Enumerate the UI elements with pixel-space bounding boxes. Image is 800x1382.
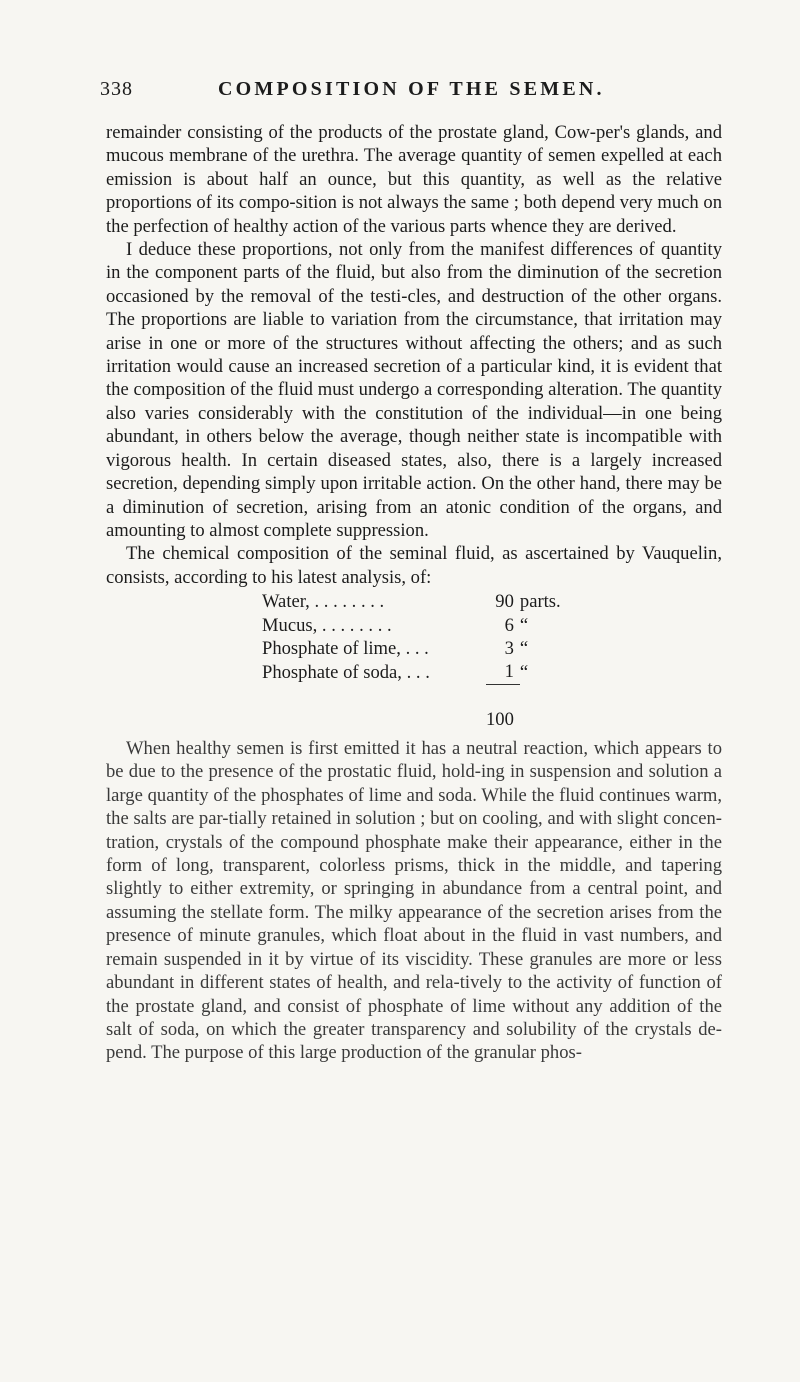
paragraph-continued: remainder consisting of the products of the prostate gland, Cow-per's glands, and mucous membrane of the urethra. The average quantity of semen expelled at each emission is about half an ounce, but this quantity, as well as the relative proportions of its compo-sition is not always the same ; both depend very much on the perfection of healthy action of the various parts whence they are derived. <box>106 122 722 237</box>
table-row <box>262 590 561 613</box>
component-unit: “ <box>519 614 529 636</box>
page-number: 338 <box>100 78 133 100</box>
total-rule <box>486 684 520 707</box>
composition-table <box>262 590 561 731</box>
table-row <box>262 614 561 637</box>
table-total-row <box>262 708 561 731</box>
component-name: Mucus, . . . . . . . . <box>262 614 392 636</box>
running-head: COMPOSITION OF THE SEMEN. <box>218 78 605 100</box>
body-text <box>106 121 722 1065</box>
component-amount: 3 <box>504 637 514 659</box>
paragraph-proportions: I deduce these proportions, not only from the manifest differences of quantity in the component parts of the fluid, but also from the diminution of the secretion occasioned by the removal of the testi-cles, and destruction of the other organs. The proportions are liable to variation from the circumstance, that irritation may arise in one or more of the structures without affecting the others; and as such irritation would cause an increased secretion of a particular kind, it is evident that the composition of the fluid must undergo a corresponding alteration. The quantity also varies considerably with the constitution of the individual—in one being abundant, in others below the average, though neither state is incompatible with vigorous health. In certain diseased states, also, there is a largely increased secretion, depending simply upon irritable action. On the other hand, there may be a diminution of secretion, arising from an atonic condition of the organs, and amounting to almost complete suppression. <box>106 239 722 541</box>
paragraph-chemical-composition: The chemical composition of the seminal fluid, as ascertained by Vauquelin, consists, according to his latest analysis, of: <box>106 543 722 588</box>
table-row <box>262 637 561 660</box>
component-name: Phosphate of lime, . . . <box>262 637 429 659</box>
component-name: Water, . . . . . . . . <box>262 591 385 613</box>
table-row <box>262 660 561 684</box>
table-spacer <box>262 684 561 707</box>
component-unit: “ <box>519 637 529 659</box>
component-amount: 90 <box>495 591 514 613</box>
component-amount: 6 <box>504 614 514 636</box>
component-unit: parts. <box>519 591 561 613</box>
component-name: Phosphate of soda, . . . <box>262 661 430 683</box>
paragraph-healthy-semen: When healthy semen is first emitted it has a neutral reaction, which appears to be due to the presence of the prostatic fluid, hold-ing in suspension and solution a large quantity of the phosphates of lime and soda. While the fluid continues warm, the salts are par-tially retained in solution ; but on cooling, and with slight concen-tration, crystals of the compound phosphate make their appearance, either in the form of long, transparent, colorless prisms, thick in the middle, and tapering slightly to either extremity, or springing in abundance from a central point, and assuming the stellate form. The milky appearance of the secretion arises from the presence of minute granules, which float about in the fluid in vast numbers, and remain suspended in it by virtue of its viscidity. These granules are more or less abundant in different states of health, and rela-tively to the activity of function of the prostate gland, and consist of phosphate of lime without any addition of the salt of soda, on which the greater transparency and solubility of the crystals de-pend. The purpose of this large production of the granular phos- <box>106 738 722 1064</box>
component-amount: 1 <box>504 661 514 683</box>
page-header <box>100 78 718 108</box>
composition-total: 100 <box>486 708 514 730</box>
component-unit: “ <box>519 661 529 683</box>
